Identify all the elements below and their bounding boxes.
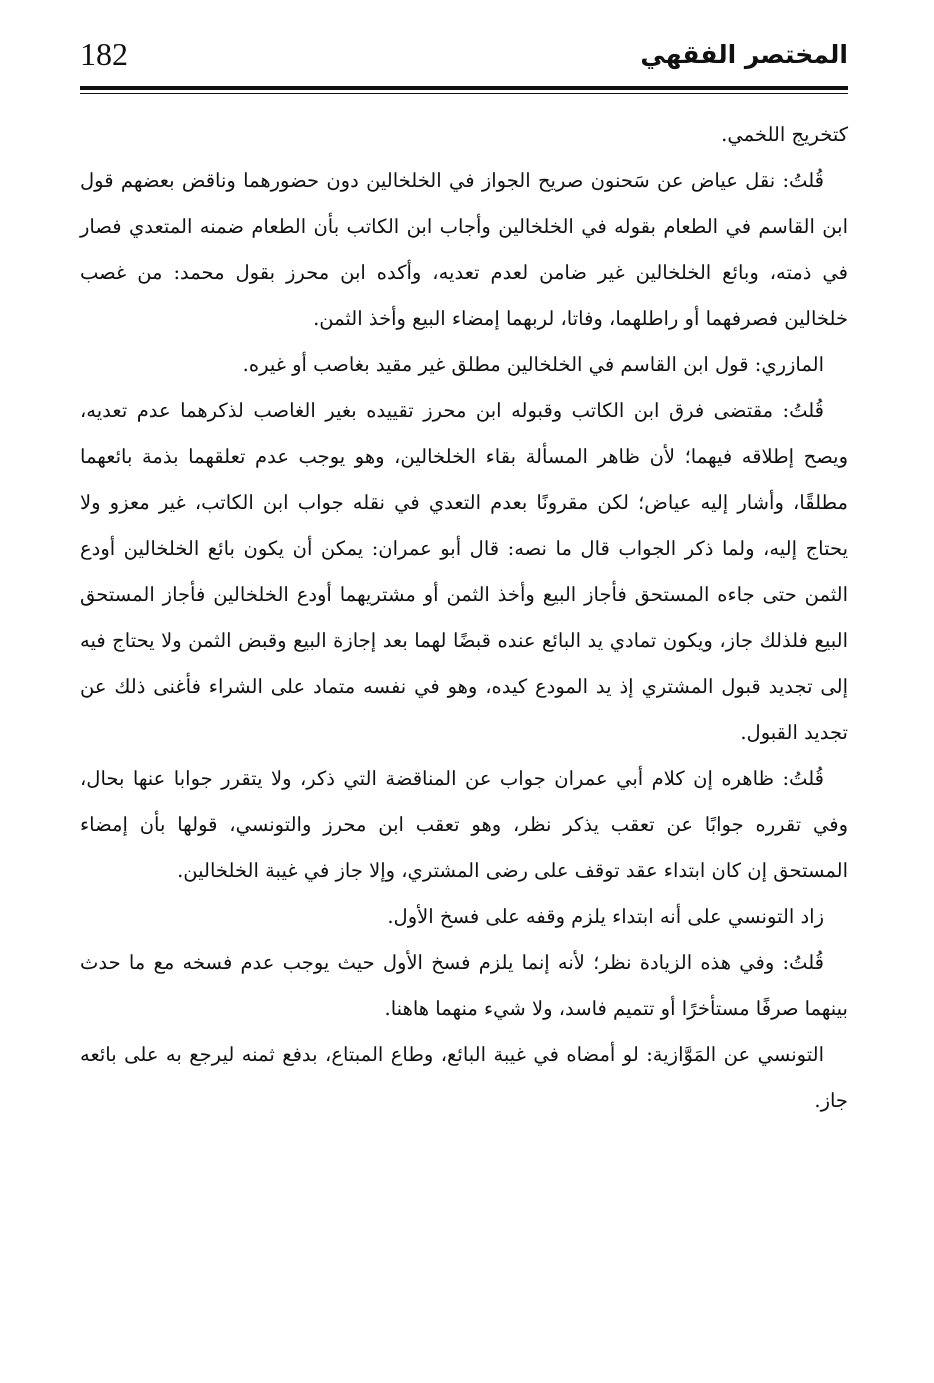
header-rule-thin [80, 93, 848, 94]
page-number: 182 [80, 36, 128, 72]
paragraph: كتخريج اللخمي. [721, 123, 848, 146]
paragraph: قُلتُ: ظاهره إن كلام أبي عمران جواب عن المناقضة التي ذكر، ولا يتقرر جوابا عنها بحال، وفي تقرره جوابًا عن تعقب يذكر نظر، وهو تعقب ابن محرز والتونسي، قولها بأن إمضاء المستحق إن كان ابتداء عقد توقف على رضى المشتري، وإلا جاز في غيبة الخلخالين. [80, 767, 848, 882]
paragraph: زاد التونسي على أنه ابتداء يلزم وقفه على فسخ الأول. [387, 905, 824, 928]
paragraph: المازري: قول ابن القاسم في الخلخالين مطلق غير مقيد بغاصب أو غيره. [242, 353, 824, 376]
page-header [80, 34, 848, 94]
paragraph: قُلتُ: نقل عياض عن سَحنون صريح الجواز في الخلخالين دون حضورهما وناقض بعضهم قول ابن القاسم في الطعام بقوله في الخلخالين وأجاب ابن الكاتب بأن الطعام ضمنه المتعدي فصار في ذمته، وبائع الخلخالين غير ضامن لعدم تعديه، وأكده ابن محرز بقول محمد: من غصب خلخالين فصرفهما أو راطلهما، وفاتا، لربهما إمضاء البيع وأخذ الثمن. [80, 169, 848, 330]
paragraph: قُلتُ: وفي هذه الزيادة نظر؛ لأنه إنما يلزم فسخ الأول حيث يوجب عدم فسخه مع ما حدث بينهما صرفًا مستأخرًا أو تتميم فاسد، ولا شيء منهما هاهنا. [80, 951, 848, 1020]
paragraph: قُلتُ: مقتضى فرق ابن الكاتب وقبوله ابن محرز تقييده بغير الغاصب لذكرهما عدم تعديه، ويصح إطلاقه فيهما؛ لأن ظاهر المسألة بقاء الخلخالين، وهو يوجب عدم تعلقهما بذمة بائعهما مطلقًا، وأشار إليه عياض؛ لكن مقرونًا بعدم التعدي في نقله جواب ابن الكاتب، غير معزو ولا يحتاج إليه، ولما ذكر الجواب قال ما نصه: قال أبو عمران: يمكن أن يكون بائع الخلخالين أودع الثمن حتى جاءه المستحق فأجاز البيع وأخذ الثمن أو مشتريهما أودع الخلخالين فأجاز المستحق البيع فلذلك جاز، ويكون تمادي يد البائع عنده قبضًا لهما بعد إجازة البيع وقبض الثمن ولا يحتاج فيه إلى تجديد قبول المشتري إذ يد المودع كيده، وهو في نفسه متماد على الشراء فأغنى ذلك عن تجديد القبول. [80, 399, 848, 744]
text-body [80, 112, 848, 1124]
header-rule-thick [80, 86, 848, 90]
paragraph: التونسي عن المَوَّازية: لو أمضاه في غيبة البائع، وطاع المبتاع، بدفع ثمنه ليرجع به على بائعه جاز. [80, 1043, 848, 1112]
book-title: المختصر الفقهي [640, 40, 848, 69]
